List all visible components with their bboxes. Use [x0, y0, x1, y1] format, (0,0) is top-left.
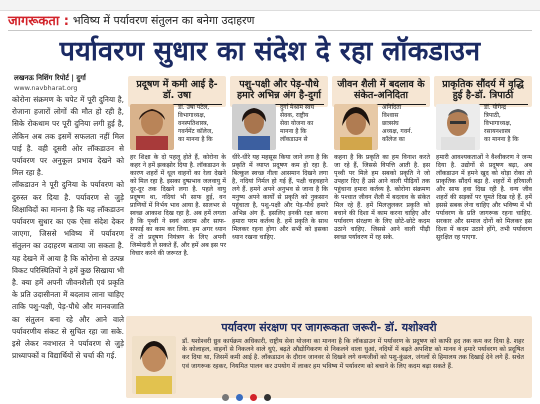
kicker-label: जागरूकता :: [8, 14, 69, 29]
column-2-title-band: [230, 76, 328, 107]
column-4: [434, 76, 532, 316]
bottom-article-title: पर्यावरण संरक्षण पर जागरूकता जरूरी- डॉ. यशोश्वरी: [221, 321, 437, 334]
column-1: [128, 76, 226, 316]
column-4-title: प्राकृतिक सौंदर्य में वृद्धि हुई है-डॉ. त्रिपाठी: [442, 79, 524, 101]
column-4-title-band: [434, 76, 532, 107]
column-3-title: जीवन शैली में बदलाव के संकेत-अनिदिता: [337, 79, 425, 101]
column-4-meta: डॉ. योगेन्द्र त्रिपाठी, विभागाध्यक्ष, रसायनशास्त्र का मानना है कि: [484, 104, 519, 143]
bottom-article-photo: [132, 336, 176, 394]
column-2-photo: [232, 104, 276, 150]
column-3: [332, 76, 430, 316]
byline-text: लखनऊ निशिंग रिपोर्ट | दुर्गा: [14, 74, 86, 82]
bottom-article-box: [126, 316, 532, 398]
carousel-dot[interactable]: [236, 394, 243, 401]
column-1-meta: डॉ. उषा पटेल, विभागाध्यक्ष, वनस्पतिशास्त्र, गवर्नमेंट कॉलेज, का मानना है कि: [178, 104, 214, 143]
page-headline: पर्यावरण सुधार का संदेश दे रहा लॉकडाउन: [59, 36, 481, 67]
column-1-title: प्रदूषण में कमी आई है- डॉ. उषा: [136, 79, 218, 101]
kicker-subtitle: भविष्य में पर्यावरण संतुलन का बनेगा उदाहरण: [72, 13, 255, 27]
column-2-body: धीरे-धीरे यह महसूस किया जाने लगा है कि प्रकृति में व्याप्त प्रदूषण कम हो रहा है. बिल्कुल स्वच्छ नीला आसमान दिखने लगा है, नदियां निर्मल हो गई हैं, पक्षी चहचहाने लगे हैं. हमने अपने अनुभव से जाना है कि मनुष्य अपने कार्यों से प्रकृति को नुकसान पहुंचाता है, पशु-पक्षी और पेड़-पौधे हमारे अभिन्न अंग हैं. इसलिए इनकी रक्षा करना हमारा परम कर्तव्य है. हमें प्रकृति के साथ मिलकर रहना होगा और सभी को इसका ध्यान रखना चाहिए.: [232, 154, 328, 241]
column-1-photo: [130, 104, 174, 150]
column-1-body: हर शिक्षा के दो पहलू होते हैं, कोरोना के कहर ने हमें झकझोर दिया है. लॉकडाउन के कारण शहरों में धूल वाहनों का रेला देखने को मिल रहा है. इसका दुष्प्रभाव जलवायु में दूर-दूर तक दिखने लगा है. पहले वायु प्रदूषण था, नदियां भी साफ हुई, वन प्राणियों में निर्भय भाव आया है. सालभर से स्वच्छ आकाश दिख रहा है. अब हमें लगता है कि पृथ्वी ने स्वयं आराम और साफ-सफाई का काम कर लिया. हम अगर ध्यान दें तो प्रदूषण नियंत्रण के लिए अपनी जिम्मेदारी ले सकते हैं, और हमें अब इस पर विचार करने की जरूरत है.: [130, 154, 226, 257]
column-4-photo: [436, 104, 480, 150]
column-3-title-band: [332, 76, 430, 107]
lead-article: कोरोना संक्रमण के चपेट में पूरी दुनिया है, रोजाना हजारों लोगों की मौत हो रही है, सिके रोकथाम पर पूरी दुनिया लगी हुई है, लेकिन अब तक इसमें सफलता नहीं मिल पाई है. वही दूसरी ओर लॉकडाउन से पर्यावरण पर अनुकूल प्रभाव देखने को मिल रहा है. लॉकडाउन ने पूरी दुनिया के पर्यावरण को दुरुस्त कर दिया है. पर्यावरण से जुड़े शिक्षाविदों का मानना है कि यह लॉकडाउन पर्यावरण सुधार का एक ऐसा संदेश देकर जाएगा, जिससे भविष्य में पर्यावरण संतुलन का उदाहरण बताया जा सकता है. यह देखने में आया है कि कोरोना से उत्पन्न विकट परिस्थितियों ने हमें कुछ सिखाया भी है. क्या हमें अपनी जीवनशैली एवं प्रकृति के प्रति उदासीनता में बदलाव लाना चाहिए ताकि पशु-पक्षी, पेड़-पौधे और मानवजाति का संतुलन बना रहे और आने वाले पर्यावरणीय संकट से सुचित रहा जा सके. इसे लेकर नवभारत ने पर्यावरण से जुड़े प्राध्यापकों व विद्यार्थियों से चर्चा की गई.: [12, 95, 124, 361]
column-3-body: कहना है कि प्रकृति का हम विनाश करते जा रहे हैं, जिससे विपत्ति आती है. इस पृथ्वी पर मिले हम सबको प्रकृति ने जो उपहार दिए हैं उसे आने वाली पीढ़ियों तक पहुंचाना हमारा कर्तव्य है. कोरोना संक्रमण के पश्चात जीवन शैली में बदलाव के संकेत मिल रहे हैं. हमें मिलजुलकर प्रकृति को बचाने की दिशा में काम करना चाहिए और पर्यावरण संरक्षण के लिए छोटे-छोटे कदम उठाने चाहिए. जिससे आने वाली पीढ़ी स्वच्छ पर्यावरण में रह सके.: [334, 154, 430, 241]
bottom-article-text: डॉ. यशोश्वरी ध्रुव कार्यक्रम अधिकारी, राष्ट्रीय सेवा योजना का मानना है कि लॉकडाउन में पर्यावरण के प्रदूषण को काफी हद तक कम कर दिया है. शहर के कोलाहल, वाहनों से निकलने वाले धुएं, बढ़ते औद्योगिकरण से निकलने वाला धुआं, नदियों में बढ़ते अपशिष्ट को मानव ने हमारे पर्यावरण को प्रदूषित कर दिया था, जिसमें कमी आई है. लॉकडाउन के दौरान जानवर से दिखने लगे वन्यजीवों को पशु-कुंडल, जंगलों से हिमालय तक दिखाई देने लगे हैं. सचेत एवं जागरूक रहकर, नियमित पालन कर उपयोग में लाकर हम भविष्य में पर्यावरण को बचाने के लिए कदम बढ़ा सकते हैं.: [182, 338, 524, 370]
column-3-meta: अनिदिता विश्वास छात्रसंघ अध्यक्ष, गवर्न. कॉलेज का: [382, 104, 413, 143]
carousel-dot[interactable]: [222, 394, 229, 401]
section-banner: [8, 10, 532, 31]
column-3-photo: [334, 104, 378, 150]
byline: [14, 74, 86, 83]
carousel-dot[interactable]: [250, 394, 257, 401]
column-2-title: पशु-पक्षी और पेड़-पौधे हमारे अभिन्न अंग है-दुर्गा: [236, 79, 322, 101]
carousel-dots: [222, 394, 271, 401]
column-4-body: हमारी आवश्यकताओं ने वैश्वीकरण ने जन्म दिया है. उद्योगों से प्रदूषण बढ़ा, अब लॉकडाउन में हमने खुद को थोड़ा रोका तो प्राकृतिक सौंदर्य बढ़ा है. शहरों में हरियाली और साफ हवा दिख रही है. वन्य जीव शहरों की सड़कों पर घूमते दिख रहे हैं. हमें इससे सबक लेना चाहिए और भविष्य में भी पर्यावरण के प्रति जागरूक रहना चाहिए. सरकार और समाज दोनों को मिलकर इस दिशा में कदम उठाने होंगे, तभी पर्यावरण सुरक्षित रह पाएगा.: [436, 154, 532, 241]
column-1-title-band: [128, 76, 226, 107]
carousel-dot[interactable]: [264, 394, 271, 401]
column-2: [230, 76, 328, 316]
column-2-meta: दुर्गा मेश्राम स्वयं सेवक, राष्ट्रीय सेवा योजना का मानना है कि लॉकडाउन से: [280, 104, 315, 143]
site-url: www.navbharat.org: [14, 84, 78, 92]
